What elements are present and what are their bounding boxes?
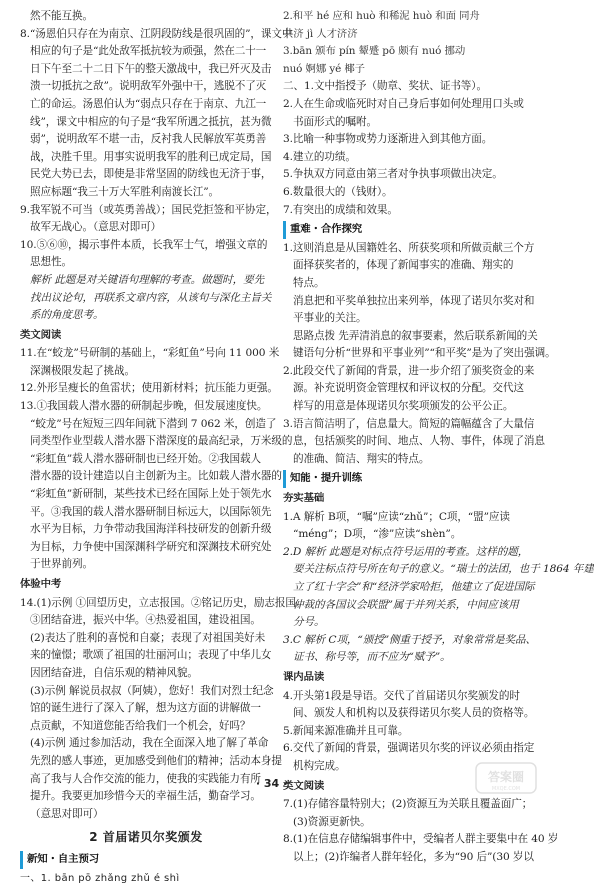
text-line: 民党大势已去，即使是非常坚固的防线也无济于事， [20,166,272,184]
text-line: 于世界前列。 [20,556,272,574]
text-line: 找出议论句，再联系文章内容，从该句与深化主旨关 [20,290,272,308]
text-line: 故军无战心。（意思对即可） [20,219,272,237]
text-line: 照应标题“我三十万大军胜利南渡长江”。 [20,184,272,202]
text-line: 解析 此题是对关键语句理解的考查。做题时，要先 [20,272,272,290]
text-line: 馆的诞生进行了深入了解，想为这方面的讲解做一 [20,700,272,718]
text-line: (3)资源更新快。 [283,814,529,832]
section-heading: 知能・提升训练 [283,470,529,488]
text-line: 3.语言简洁明了，信息量大。简短的篇幅蕴含了大量信 [283,416,529,434]
text-line: ③团结奋进，振兴中华。④热爱祖国，建设祖国。 [20,612,272,630]
text-line: 机构完成。 [283,758,529,776]
text-line: 8.(1)在信息存储编辑事件中，受编者人群主要集中在 40 岁 [283,831,529,849]
text-line: 以上；(2)诈编者人群年轻化，多为“90 后”(30 岁以 [283,849,529,867]
text-line: (3)示例 解说员叔叔（阿姨），您好！我们对烈士纪念 [20,683,272,701]
text-line: 相应的句子是“此处敌军抵抗较为顽强，然在二十一 [20,43,272,61]
section-heading: 课内品读 [283,669,529,687]
text-line: 3.比喻一种事物或势力逐渐进入到其他方面。 [283,131,529,149]
text-line: 4.开头第1段是导语。交代了首届诺贝尔奖颁发的时 [283,688,529,706]
text-line: （意思对即可） [20,806,272,824]
text-line: 平事业的关注。 [283,310,529,328]
text-line: 来的憧憬；歌颂了祖国的壮丽河山；表现了中华儿女 [20,647,272,665]
text-line: 要关注标点符号所在句子的意义。“瑞士的法团，也于 1864 年建 [283,561,529,579]
text-line: 2.人在生命或临死时对自己身后事如何处理用口头或 [283,96,529,114]
section-heading: 类文阅读 [20,327,272,345]
text-line: 2.和平 hé 应和 huò 和稀泥 huò 和面 同舟 [283,8,529,26]
text-line: 思路点拨 先弄清消息的叙事要素，然后联系新闻的关 [283,328,529,346]
text-line: 1.这则消息是从国籍姓名、所获奖项和所做贡献三个方 [283,240,529,258]
text-line: 共济 jì 人才济济 [283,26,529,44]
right-column [283,8,529,867]
text-line: 为目标，力争使中国深渊科学研究和深渊技术研究处 [20,539,272,557]
text-line: 思想性。 [20,254,272,272]
text-line: 书面形式的嘱咐。 [283,114,529,132]
text-line: 5.争执双方同意由第三者对争执事项做出决定。 [283,166,529,184]
text-line: 高了我与人合作交流的能力，使我的实践能力有所 [20,771,272,789]
left-column [20,8,272,887]
text-line: 水平为目标，力争带动我国海洋科技研发的创新升级 [20,521,272,539]
chapter-title: 2 首届诺贝尔奖颁发 [20,829,272,847]
section-heading: 新知・自主预习 [20,851,272,869]
text-line: 线”，课文中相应的句子是“我军所遇之抵抗，甚为微 [20,114,272,132]
text-line: “彩虹鱼”新研制，某些技术已经在国际上处于领先水 [20,486,272,504]
section-heading: 夯实基础 [283,490,529,508]
text-line: nuó 婀娜 yé 椰子 [283,61,529,79]
text-line: 7.有突出的成绩和效果。 [283,202,529,220]
text-line: 14.(1)示例 ①回望历史，立志报国。②铭记历史，励志报国。 [20,595,272,613]
svg-text:MXQE.COM: MXQE.COM [492,786,520,792]
section-heading: 类文阅读 [283,778,529,796]
text-line: 5.新闻来源准确并且可靠。 [283,723,529,741]
section-heading: 重难・合作探究 [283,221,529,239]
text-line: 的准确、简洁、翔实的特点。 [283,451,529,469]
text-line: 3.C 解析 C项，“颁授”侧重于授予，对象常常是奖品、 [283,632,529,650]
text-line: 面择获奖者的，体现了新闻事实的准确、翔实的 [283,257,529,275]
text-line: 特点。 [283,275,529,293]
text-line: 溃一切抵抗之敌”。说明敌军外强中干，逃脱不了灭 [20,78,272,96]
text-line: 6.交代了新闻的背景，强调诺贝尔奖的评议必须由指定 [283,740,529,758]
text-line: “蛟龙”号在短短三四年间就下潜到 7 062 米，创造了 [20,416,272,434]
text-line: 11.在“蛟龙”号研制的基础上，“彩虹鱼”号向 11 000 米 [20,345,272,363]
text-line: 3.bān 颁布 pín 颦蹙 pō 颇有 nuó 挪动 [283,43,529,61]
text-line: “méng”；D项，“渗”应读“shèn”。 [283,526,529,544]
text-line: 键语句分析“世界和平事业列”“和平奖”是为了突出强调。 [283,345,529,363]
text-line: 同类型作业型载人潜水器下潜深度的最高纪录，万米级的 [20,433,272,451]
watermark-logo [475,762,537,794]
text-line: 样写的用意是体现诺贝尔奖项颁发的公平公正。 [283,398,529,416]
text-line: 潜水器的设计建造以自主创新为主。比如载人潜水器的 [20,468,272,486]
text-line: 7.(1)存储容量特别大；(2)资源互为关联且覆盖面广； [283,796,529,814]
text-line: 因团结奋进，自信乐观的精神风貌。 [20,665,272,683]
text-line: 系的角度思考。 [20,307,272,325]
text-line: 立了红十字会”和“经济学家哈拒，他建立了促进国际 [283,579,529,597]
text-line: 亡的命运。汤恩伯认为“弱点只存在于南京、九江一 [20,96,272,114]
text-line: 2.此段交代了新闻的背景，进一步介绍了颁奖资金的来 [283,363,529,381]
text-line: (4)示例 通过参加活动，我在全面深入地了解了革命 [20,735,272,753]
text-line: 先烈的感人事迹，更加感受到他们的精神；活动本身提 [20,753,272,771]
text-line: 提升。我要更加珍惜今天的幸福生活，勤奋学习。 [20,788,272,806]
svg-text:答案圈: 答案圈 [488,769,524,784]
text-line: 13.①我国载人潜水器的研制起步晚，但发展速度快。 [20,398,272,416]
text-line: 9.我军锐不可当（或英勇善战）；国民党拒签和平协定， [20,202,272,220]
text-line: 一、1. bān pō zhǎng zhǔ é shì [20,870,272,887]
text-line: “彩虹鱼”载人潜水器研制也已经开始。②我国载人 [20,451,272,469]
text-line: 6.数量很大的（钱财）。 [283,184,529,202]
page-number: · 34 · [0,777,543,790]
text-line: 消息把和平奖单独拉出来列举，体现了诺贝尔奖对和 [283,293,529,311]
text-line: 仲裁的各国议会联盟”属于并列关系，中间应该用 [283,597,529,615]
text-line: 日下午至二十二日下午的整天激战中，我已歼灭及击 [20,61,272,79]
text-line: 2.D 解析 此题是对标点符号运用的考查。这样的题， [283,544,529,562]
text-line: 然不能互换。 [20,8,272,26]
text-line: 分号。 [283,614,529,632]
text-line: 息，包括颁奖的时间、地点、人物、事件，体现了消息 [283,433,529,451]
text-line: 4.建立的功绩。 [283,149,529,167]
text-line: 8.“汤恩伯只存在为南京、江阴段防线是很巩固的”，课文中 [20,26,272,44]
text-line: 12.外形呈瘦长的鱼雷状；使用新材料；抗压能力更强。 [20,380,272,398]
text-line: 深渊极限发起了挑战。 [20,363,272,381]
text-line: 证书、称号等，而不应为“赋予”。 [283,649,529,667]
text-line: 10.⑤⑥⑩，揭示事件本质，长我军士气，增强文章的 [20,237,272,255]
section-heading: 体验中考 [20,576,272,594]
text-line: 二、1.文中指授予（勋章、奖状、证书等）。 [283,78,529,96]
text-line: (2)表达了胜利的喜悦和自豪；表现了对祖国美好未 [20,630,272,648]
text-line: 间、颁发人和机构以及获得诺贝尔奖人员的资格等。 [283,705,529,723]
text-line: 战，决胜千里。用事实说明我军的胜利已成定局，国 [20,149,272,167]
text-line: 弱”，说明敌军不堪一击，反衬我人民解放军英勇善 [20,131,272,149]
text-line: 平。③我国的载人潜水器研制目标远大，以国际领先 [20,504,272,522]
text-line: 点贡献，不知道您能否给我们一个机会，好吗？ [20,718,272,736]
text-line: 源。补充说明资金管理权和评议权的分配。交代这 [283,380,529,398]
text-line: 1.A 解析 B项，“嘱”应读“zhǔ”；C项，“盟”应读 [283,509,529,527]
